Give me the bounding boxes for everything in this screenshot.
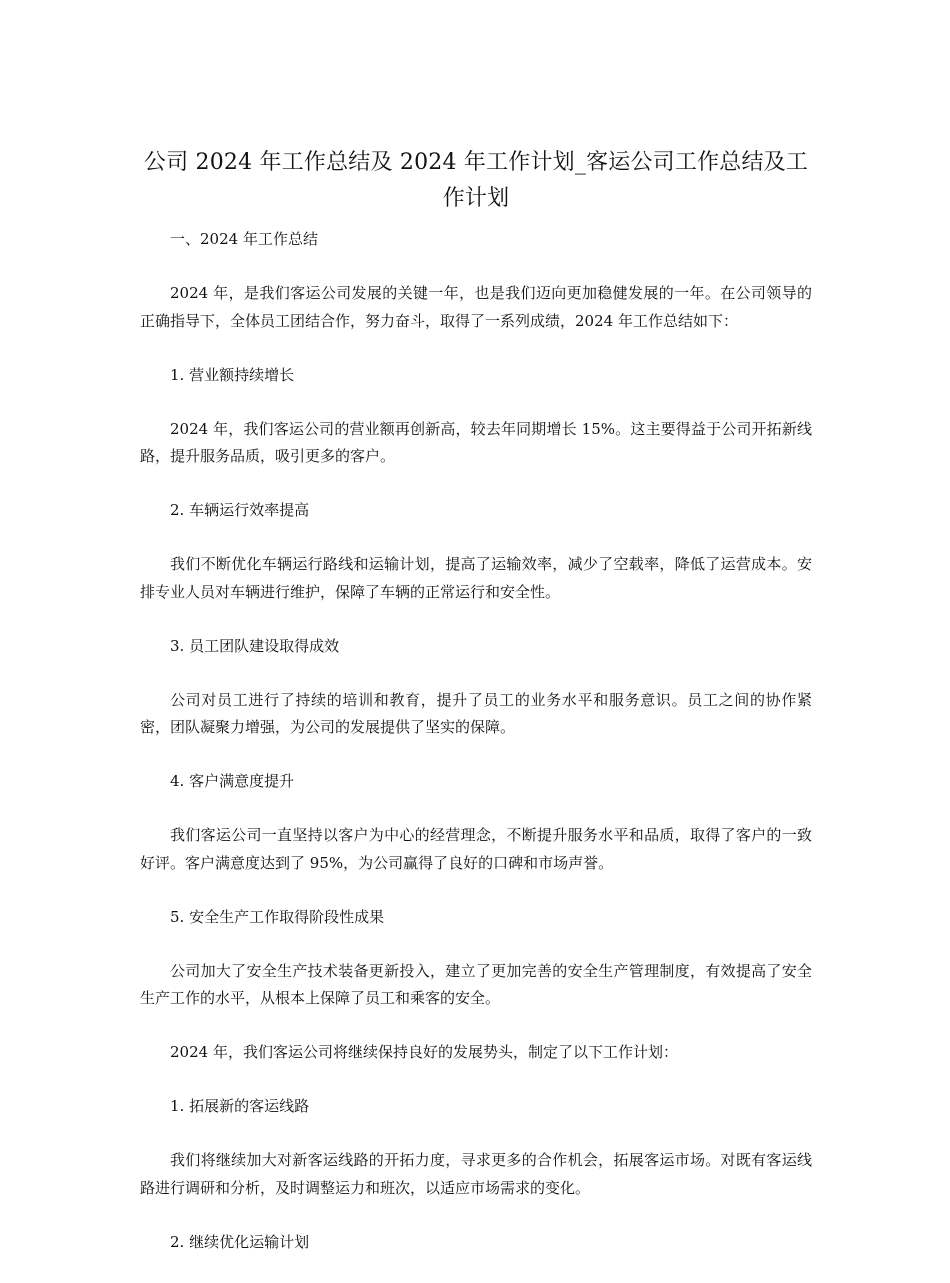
- subheading-team-building: 3. 员工团队建设取得成效: [170, 636, 340, 655]
- paragraph-summary-intro: 2024 年，是我们客运公司发展的关键一年，也是我们迈向更加稳健发展的一年。在公司领导的正确指导下，全体员工团结合作，努力奋斗，取得了一系列成绩，2024 年工作总结如下：: [140, 284, 812, 330]
- paragraph-safety-production: 公司加大了安全生产技术装备更新投入，建立了更加完善的安全生产管理制度，有效提高了安全生产工作的水平，从根本上保障了员工和乘客的安全。: [140, 961, 812, 1007]
- subheading-customer-satisfaction: 4. 客户满意度提升: [170, 772, 295, 790]
- paragraph-new-routes: 我们将继续加大对新客运线路的开拓力度，寻求更多的合作机会，拓展客运市场。对既有客运线路进行调研和分析，及时调整运力和班次，以适应市场需求的变化。: [140, 1151, 812, 1197]
- subheading-new-routes: 1. 拓展新的客运线路: [170, 1097, 310, 1115]
- subheading-optimize-transport: 2. 继续优化运输计划: [170, 1232, 310, 1251]
- paragraph-team-building: 公司对员工进行了持续的培训和教育，提升了员工的业务水平和服务意识。员工之间的协作紧密，团队凝聚力增强，为公司的发展提供了坚实的保障。: [140, 690, 812, 736]
- paragraph-revenue-growth: 2024 年，我们客运公司的营业额再创新高，较去年同期增长 15%。这主要得益于公司开拓新线路，提升服务品质，吸引更多的客户。: [140, 419, 812, 465]
- section-heading-summary: 一、2024 年工作总结: [170, 230, 318, 248]
- subheading-safety-production: 5. 安全生产工作取得阶段性成果: [170, 907, 385, 926]
- document-title: 公司 2024 年工作总结及 2024 年工作计划_客运公司工作总结及工作计划: [143, 150, 809, 211]
- document-body: [140, 226, 812, 1283]
- paragraph-vehicle-efficiency: 我们不断优化车辆运行路线和运输计划，提高了运输效率，减少了空载率，降低了运营成本。安排专业人员对车辆进行维护，保障了车辆的正常运行和安全性。: [140, 555, 812, 601]
- subheading-revenue-growth: 1. 营业额持续增长: [170, 365, 295, 384]
- paragraph-customer-satisfaction: 我们客运公司一直坚持以客户为中心的经营理念，不断提升服务水平和品质，取得了客户的一致好评。客户满意度达到了 95%，为公司赢得了良好的口碑和市场声誉。: [140, 826, 812, 872]
- subheading-vehicle-efficiency: 2. 车辆运行效率提高: [170, 501, 310, 519]
- paragraph-plan-intro: 2024 年，我们客运公司将继续保持良好的发展势头，制定了以下工作计划：: [170, 1043, 678, 1061]
